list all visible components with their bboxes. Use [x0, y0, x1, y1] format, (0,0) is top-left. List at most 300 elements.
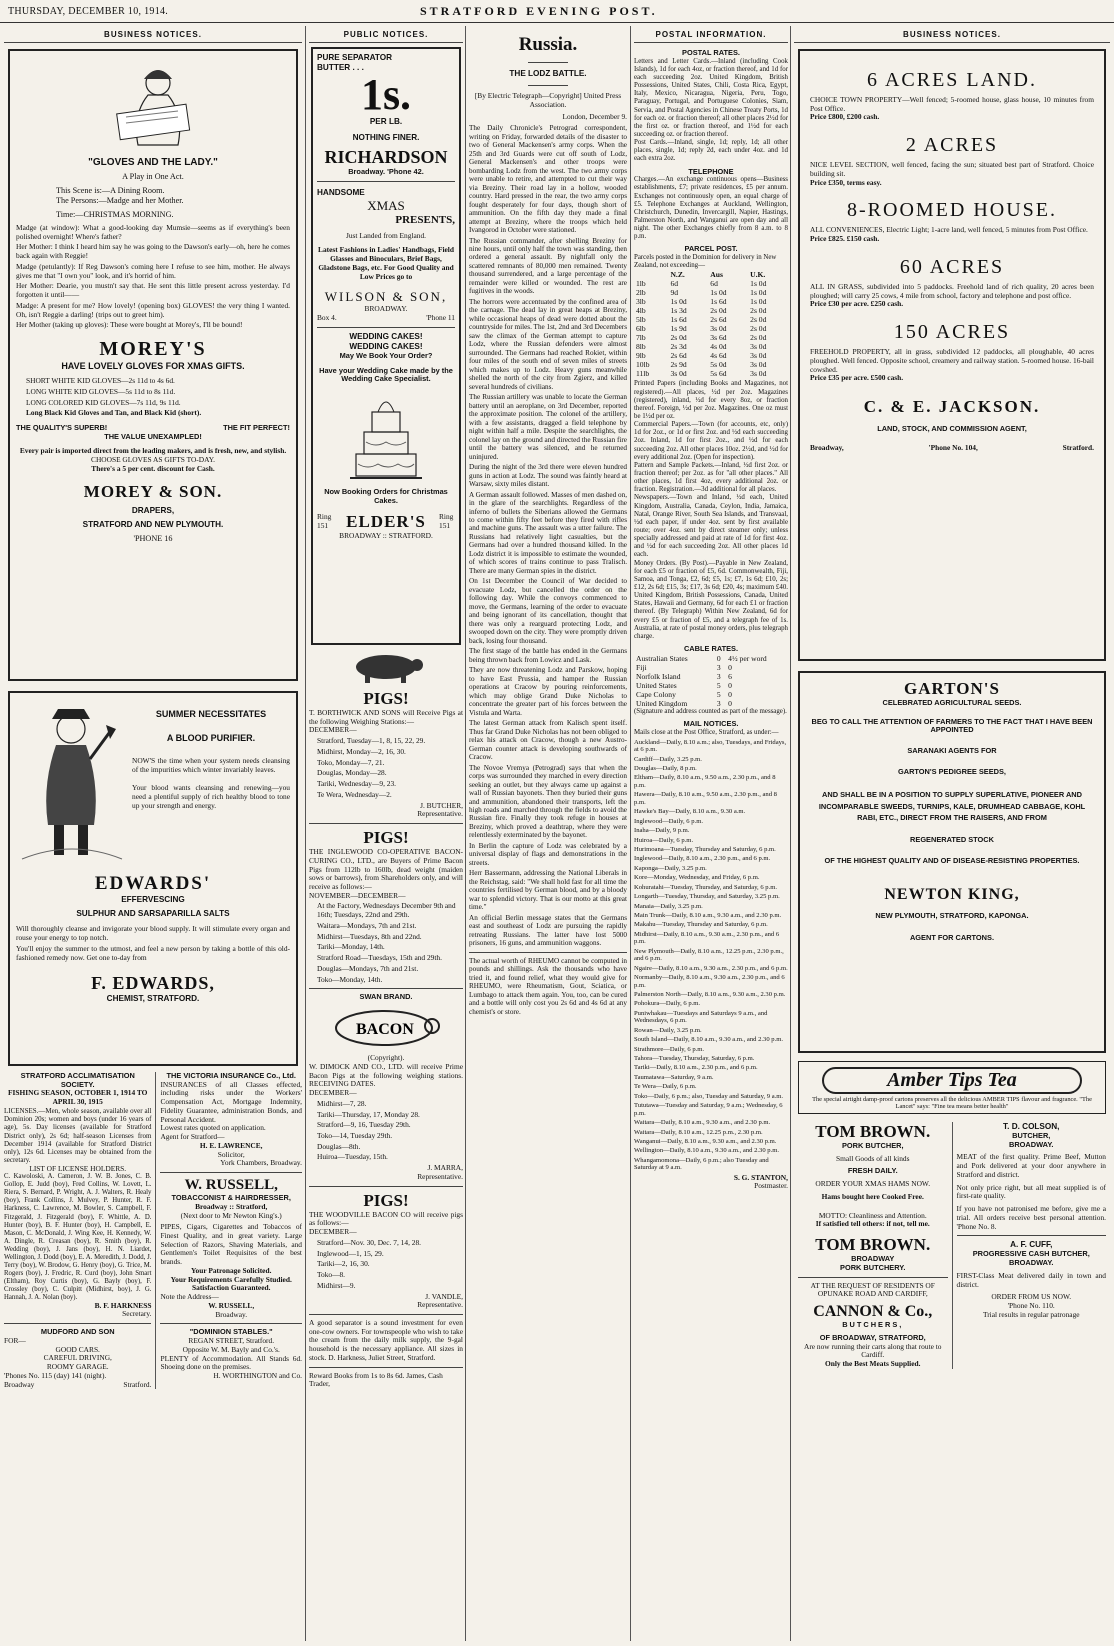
- fit-text: THE FIT PERFECT!: [223, 423, 290, 433]
- mail-entry: Inglewood—Daily, 6 p.m.: [634, 817, 703, 825]
- mail-entry: Wellington—Daily, 8.10 a.m., 9.30 a.m., and 2.30 p.m.: [634, 1147, 780, 1155]
- parcel-cell: 8lb: [636, 342, 646, 352]
- cakes-booking: Now Booking Orders for Christmas Cakes.: [324, 487, 448, 505]
- mail-entry: Main Trunk—Daily, 8.10 a.m., 9.30 a.m., and 2.30 p.m.: [634, 912, 782, 919]
- pigs1-rows: [309, 737, 463, 799]
- cable-cell: Norfolk Island: [636, 671, 681, 681]
- elder-ring-right: Ring 151: [439, 511, 454, 530]
- land-title: 2 ACRES: [905, 134, 999, 157]
- mail-entry: Taumatawa—Saturday, 9 a.m.: [634, 1073, 714, 1081]
- section-header: BUSINESS NOTICES.: [4, 26, 302, 43]
- column-russia: [469, 26, 627, 1641]
- cable-cell: Australian States: [636, 653, 688, 663]
- article-para: During the night of the 3rd there were eleven hundred guns in action at Lodz. The sound was faintly heard at Warsaw, sixty miles distant.: [469, 463, 627, 489]
- parcel-cell: 2s 9d: [670, 360, 687, 370]
- parcel-cell: 6lb: [636, 324, 646, 334]
- glove-item: Long Black Kid Gloves and Tan, and Black Kid (short).: [26, 408, 202, 418]
- pig-illustration: [341, 649, 431, 685]
- garton-l4: AND SHALL BE IN A POSITION TO SUPPLY SUPERLATIVE, PIONEER AND INCOMPARABLE SWEEDS, TURNIPS, KALE, DRUMHEAD CABBAGE, KOHL RABI, ETC., DIRECT FROM THE RAISERS, AND FROM: [818, 789, 1086, 823]
- pigs3-rows: [309, 1239, 463, 1291]
- dialogue-line: Her Mother: Dearie, you mustn't say that. He sent this little present across yesterday. I'd forgotten it until——: [16, 281, 290, 300]
- postal-patterns: Pattern and Sample Packets.—Inland, ½d first 2oz. or fraction thereof; per 2oz. as for "all other places." All other places, 1d first 4oz, every additional 2oz. or fraction. Registration.—3d additional for all places.: [634, 461, 788, 494]
- land-price: Price £350, terms easy.: [810, 177, 882, 187]
- mail-entry: Te Wera—Daily, 6 p.m.: [634, 1083, 697, 1091]
- parcel-row: [634, 288, 788, 297]
- masthead-title: STRATFORD EVENING POST.: [420, 4, 658, 18]
- parcel-cell: 6d: [710, 279, 718, 289]
- swan-body: W. DIMOCK AND CO., LTD. will receive Prime Bacon Pigs at the following weighing stations. RECEIVING DATES.: [309, 1061, 463, 1089]
- stables-name: H. WORTHINGTON and Co.: [213, 1371, 302, 1381]
- newton-king-towns: NEW PLYMOUTH, STRATFORD, KAPONGA.: [875, 910, 1029, 920]
- russell-bway: Broadway.: [215, 1309, 248, 1319]
- parcel-row: [634, 306, 788, 315]
- tom-brown-column: [794, 1122, 953, 1369]
- newton-king-agent: AGENT FOR CARTONS.: [909, 933, 995, 943]
- parcel-cell: 3s 6d: [710, 333, 727, 343]
- acclim-season: FISHING SEASON, OCTOBER 1, 1914 TO APRIL 30, 1915: [8, 1088, 148, 1107]
- mudford-foot: [4, 1381, 151, 1390]
- cable-cell: 5: [716, 680, 721, 690]
- land-listing: [810, 321, 1094, 383]
- pigs1-row: Stratford, Tuesday—1, 8, 15, 22, 29.: [317, 736, 426, 746]
- tom-brown-name: TOM BROWN.: [815, 1122, 931, 1141]
- parcel-cell: 4lb: [636, 306, 646, 316]
- xmas-body: Latest Fashions in Ladies' Handbags, Field Glasses and Binoculars, Brief Bags, Gladstone Bags, etc. For Good Quality and Low Prices go to: [318, 245, 454, 281]
- jackson-sub: LAND, STOCK, AND COMMISSION AGENT,: [877, 424, 1027, 434]
- article-para: The latest German attack from Kalisch spent itself. Thus far Grand Duke Nicholas has not been obliged to relax his attack on Cracow, though a new Austro-German counter attack is developing southwards of Cracow.: [469, 719, 627, 762]
- postal-printed: Printed Papers (including Books and Magazines, not registered).—All places, ½d per 2oz. Magazines (registered), inland, ½d for every 8oz, or fraction thereof. Foreign, ½d per 2oz. Magazines. One oz must be 1½d per oz.: [634, 380, 788, 420]
- play-time: Time:—CHRISTMAS MORNING.: [56, 210, 174, 219]
- postal-commercial: Commercial Papers.—Town (for accounts, etc, only) 1d for 2oz., or 1d or first 2oz. and ½d each succeeding 2oz. Inland, 1d for first 2oz., and ½d for each succeeding 2oz. All other places 10oz. 2½d, and ½d for every additional 2oz. (Open for inspection).: [634, 421, 788, 461]
- edwards-p4: You'll enjoy the summer to the utmost, and feel a new person by taking a bottle of this old-fashioned remedy now. Get one to-day from: [16, 944, 290, 963]
- edwards-p3: Will thoroughly cleanse and invigorate your blood supply. It will stimulate every organ and rouse your energy to top notch.: [16, 924, 290, 942]
- morey-place: STRATFORD AND NEW PLYMOUTH.: [82, 519, 224, 529]
- butter-l1: PURE SEPARATOR: [317, 53, 393, 62]
- jackson-phone: 'Phone No. 104,: [928, 442, 978, 452]
- wilson-bway: BROADWAY.: [364, 304, 408, 314]
- swan-row: Midhirst—7, 28.: [317, 1098, 367, 1108]
- pigs3-title: PIGS!: [363, 1190, 409, 1210]
- glove-item: SHORT WHITE KID GLOVES—2s 11d to 4s 6d.: [26, 376, 175, 386]
- jackson-town: Stratford.: [1062, 442, 1094, 452]
- mail-entry: Inglewood—Daily, 8.10 a.m., 2.30 p.m., and 6 p.m.: [634, 855, 771, 863]
- column-rule: [305, 26, 306, 1641]
- cuff-trial: Trial results in regular patronage: [982, 1309, 1080, 1319]
- parcel-cell: 1s 0d: [710, 288, 727, 298]
- column-postal: [634, 26, 788, 1641]
- parcel-cell: 2s 0d: [750, 306, 767, 316]
- parcel-cell: 10lb: [636, 360, 650, 370]
- parcel-cell: 5s 6d: [710, 369, 727, 379]
- cable-row: [634, 654, 788, 663]
- article-para: The first stage of the battle has ended in the Germans being thrown back from Lowicz and Lask.: [469, 647, 627, 664]
- mail-entry: Longarth—Tuesday, Thursday, and Saturday, 3.25 p.m.: [634, 893, 780, 901]
- land-title: 60 ACRES: [899, 255, 1005, 278]
- purifier-text: A BLOOD PURIFIER.: [166, 733, 256, 743]
- cannon-best: Only the Best Meats Supplied.: [825, 1359, 921, 1369]
- mail-entry: Makahu—Tuesday, Thursday and Saturday, 6 p.m.: [634, 921, 768, 929]
- town-crier-illustration: [16, 699, 126, 869]
- bacon-pig-illustration: [326, 1006, 446, 1050]
- insurance-addr: Solicitor,: [217, 1149, 245, 1159]
- masthead-date: THURSDAY, DECEMBER 10, 1914.: [8, 6, 169, 17]
- column-rule: [630, 26, 631, 1641]
- butter-price: 1s.: [360, 70, 412, 119]
- edwards-eff: EFFERVESCING: [121, 895, 185, 904]
- dialogue-line: Madge (at window): What a good-looking day Mumsie—seems as if everything's been polished overnight! Where's father?: [16, 223, 290, 241]
- mudford-for: FOR—: [4, 1335, 26, 1345]
- glove-price-list: [26, 377, 290, 418]
- swan-brand: SWAN BRAND.: [359, 992, 413, 1002]
- parcel-table: [634, 270, 788, 378]
- colson-not: Not only price right, but all meat supplied is of first-rate quality.: [956, 1182, 1106, 1201]
- land-price: Price £800, £200 cash.: [810, 112, 880, 122]
- pigs2-row: Stratford Road—Tuesdays, 15th and 29th.: [317, 953, 442, 963]
- morey-brand: MOREY'S: [99, 338, 207, 361]
- mail-entry: Waitara—Daily, 8.10 a.m., 9.30 a.m., and 2.30 p.m.: [634, 1119, 771, 1127]
- butchers-row: [794, 1122, 1110, 1369]
- swan-rows: [309, 1100, 463, 1162]
- land-price: Price £35 per acre. £500 cash.: [810, 373, 904, 383]
- insurance-name: H. E. LAWRENCE,: [199, 1140, 263, 1150]
- parcel-cell: 1s 0d: [750, 288, 767, 298]
- colson-column: [953, 1122, 1111, 1369]
- mail-entry: Waitara—Daily, 8.10 a.m., 12.25 p.m., 2.30 p.m.: [634, 1128, 763, 1136]
- mudford-phones: 'Phones No. 115 (day) 141 (night).: [4, 1370, 107, 1380]
- article-body: [469, 124, 627, 948]
- pigs3-row: Tariki—2, 16, 30.: [317, 1259, 370, 1269]
- mudford-l2: CAREFUL DRIVING,: [43, 1353, 112, 1363]
- garton-l6: OF THE HIGHEST QUALITY AND OF DISEASE-RESISTING PROPERTIES.: [824, 855, 1080, 865]
- tom-brown-bway: BROADWAY: [851, 1254, 895, 1264]
- butter-per: PER LB.: [369, 117, 403, 126]
- richardson-firm: RICHARDSON: [324, 147, 448, 167]
- dialogue-line: Her Mother (taking up gloves): These were bought at Morey's, I'll be bound!: [16, 320, 243, 330]
- mail-entry: Ngaire—Daily, 8.10 a.m., 9.30 a.m., 2.30 p.m., and 6 p.m.: [634, 964, 788, 972]
- jackson-bway: Broadway,: [810, 442, 844, 452]
- pigs3-row: Toko—8.: [317, 1270, 346, 1280]
- xmas-landed: Just Landed from England.: [345, 230, 427, 240]
- xmas-l3: PRESENTS,: [395, 213, 455, 226]
- insurance-addr2: York Chambers, Broadway.: [220, 1158, 302, 1168]
- article-title: Russia.: [518, 34, 578, 55]
- parcel-cell: 2s 0d: [750, 324, 767, 334]
- mail-entry: Strathmore—Daily, 6 p.m.: [634, 1045, 705, 1053]
- amber-tips-logo: Amber Tips Tea: [822, 1067, 1082, 1094]
- cable-cell: 0: [728, 698, 732, 708]
- russell-body: PIPES, Cigars, Cigarettes and Tobaccos of Finest Quality, and in great variety. Large Selection of Razors, Shaving Materials, and Gentlemen's Toilet Requisites of the best brands.: [160, 1222, 302, 1267]
- acclim-column: [4, 1072, 156, 1389]
- parcel-cell: 3s 0d: [750, 351, 767, 361]
- pigs3-body: THE WOODVILLE BACON CO will receive pigs as follows:—: [309, 1209, 463, 1228]
- section-header: BUSINESS NOTICES.: [794, 26, 1110, 43]
- cable-cell: Fiji: [636, 662, 647, 672]
- pigs3-dec: DECEMBER—: [309, 1227, 357, 1237]
- mail-intro: Mails close at the Post Office, Stratford, as under:—: [634, 728, 779, 736]
- edwards-p2: Your blood wants cleansing and renewing—you need a plentiful supply of rich healthy blood to tone up your strength and energy.: [132, 783, 290, 810]
- land-listing: [810, 69, 1094, 122]
- pigs1-title: PIGS!: [363, 689, 409, 708]
- cable-title: CABLE RATES.: [683, 643, 739, 653]
- cannon-butchers: BUTCHERS,: [842, 1320, 904, 1330]
- pigs2-rows: [309, 902, 463, 984]
- cable-cell: 3: [716, 662, 721, 672]
- parcel-header-row: [634, 270, 788, 279]
- edwards-firm: F. EDWARDS,: [91, 972, 215, 993]
- pigs2-row: Waitara—Mondays, 7th and 21st.: [317, 920, 417, 930]
- cuff-bway: BROADWAY.: [1009, 1258, 1054, 1268]
- article-para: A German assault followed. Masses of men dashed on, in the glare of the searchlights. Regardless of the inferno of bullets the Siberians allowed the Germans to come within fifty feet before they fired with rifles and machine guns. The assault was a utter failure. The Russians had relatively light casualties, but the Germans had over a hundred thousand killed. In the Lodz district it is impossible to estimate the wounded, of which scores of trains continue to pass Tralisch. There are many German spies in the district.: [469, 490, 627, 575]
- mail-entry: Inaha—Daily, 9 p.m.: [634, 827, 690, 835]
- land-listing: [810, 134, 1094, 187]
- postal-postcards: Post Cards.—Inland, single, 1d; reply, 1d; all other places, single, 1d; reply 2d, each under 4oz. and 1d each extra 2oz.: [634, 139, 788, 163]
- article-para: An official Berlin message states that the Germans east and southeast of Lodz are pursuing the rapidly retreating Russians. The latter have lost 5000 prisoners, 16 guns, and ammunition waggons.: [469, 913, 627, 948]
- play-scene: This Scene is:—A Dining Room.: [56, 186, 165, 195]
- article-para: In Berlin the capture of Lodz was celebrated by a universal display of flags and demonstrations in the streets.: [469, 841, 627, 867]
- article-para: On 1st December the Council of War decided to evacuate Lodz, but cancelled the order on the following day. While the convoys commenced to move, the Germans, learning of the order to evacuate and being ignorant of its cancellation, thought that there was only a rearguard protecting Lodz, and swooped down on the city. They were promptly driven back, losing four thousand.: [469, 577, 627, 645]
- elder-bway: BROADWAY :: STRATFORD.: [339, 530, 433, 540]
- column-rule: [790, 26, 791, 1641]
- cable-cell: United States: [636, 680, 677, 690]
- cuff-phone: 'Phone No. 110.: [1007, 1301, 1055, 1311]
- pigs2-row: Douglas—Mondays, 7th and 21st.: [317, 963, 419, 973]
- acclim-sec: Secretary.: [122, 1309, 152, 1319]
- parcel-cell: 5lb: [636, 315, 646, 325]
- cable-cell: United Kingdom: [636, 698, 688, 708]
- parcel-cell: 2lb: [636, 288, 646, 298]
- russell-title: W. RUSSELL,: [184, 1177, 278, 1194]
- cakes-t1: WEDDING CAKES!: [349, 331, 423, 341]
- edwards-salts: SULPHUR AND SARSAPARILLA SALTS: [76, 909, 230, 918]
- mail-entry: Pohokura—Daily, 6 p.m.: [634, 1000, 701, 1008]
- richardson-addr: Broadway. 'Phone 42.: [348, 167, 424, 176]
- pigs3-row: Inglewood—1, 15, 29.: [317, 1248, 384, 1258]
- parcel-cell: 2s 0d: [710, 306, 727, 316]
- swan-dec: DECEMBER—: [309, 1088, 357, 1098]
- colson-butcher: BUTCHER,: [1012, 1131, 1051, 1140]
- garton-l1: BEG TO CALL THE ATTENTION OF FARMERS TO THE FACT THAT I HAVE BEEN APPOINTED: [811, 716, 1093, 735]
- parcel-cell: 3s 0d: [750, 342, 767, 352]
- parcel-cell: 1s 6d: [670, 315, 687, 325]
- land-listing: [810, 256, 1094, 309]
- cable-cell: 0: [716, 653, 721, 663]
- lower-left-ads: [4, 1072, 302, 1389]
- tom-brown-fresh: FRESH DAILY.: [847, 1166, 898, 1176]
- cakes-t2: WEDDING CAKES!: [349, 341, 423, 351]
- acclim-body: LICENSES.—Men, whole season, available over all Dominion 20s; women and boys (under 16 years of age), 5s. Day licenses (available for Stratford District only), 2s 6d; half-season Licenses from December 1914 (available for Stratford District only), 12s 6d. Licenses may be obtained from the secretary.: [4, 1106, 152, 1165]
- land-body: NICE LEVEL SECTION, well fenced, facing the sun; situated best part of Stratford. Choice building sit.: [810, 160, 1094, 178]
- parcel-cell: 6d: [670, 279, 679, 289]
- parcel-cell: 1s 3d: [670, 306, 687, 316]
- mail-entry: Midhirst—Daily, 8.10 a.m., 9.30 a.m., 2.30 p.m., and 6 p.m.: [634, 930, 780, 946]
- stables-title: "DOMINION STABLES.": [189, 1327, 273, 1337]
- pigs1-row: Midhirst, Monday—2, 16, 30.: [317, 746, 406, 756]
- garton-title: GARTON'S: [904, 679, 1000, 698]
- cable-cell: Cape Colony: [636, 689, 676, 699]
- postmaster-title: Postmaster.: [754, 1181, 788, 1191]
- postal-rates-title: POSTAL RATES.: [682, 48, 740, 57]
- parcel-row: [634, 333, 788, 342]
- swan-row: Douglas—8th.: [317, 1141, 361, 1151]
- pigs1-row: Tariki, Wednesday—9, 23.: [317, 779, 397, 789]
- cable-row: [634, 672, 788, 681]
- column-public-notices: [309, 26, 463, 1641]
- parcel-cell: 2s 0d: [750, 333, 767, 343]
- telephone-title: TELEPHONE: [688, 166, 734, 176]
- discount-text: There's a 5 per cent. discount for Cash.: [91, 463, 215, 473]
- land-listings: [810, 69, 1094, 383]
- mudford-foot-right: Stratford.: [123, 1379, 152, 1389]
- column-rule: [465, 26, 466, 1641]
- russell-sub: TOBACCONIST & HAIRDRESSER,: [171, 1193, 291, 1203]
- mudford-l1: GOOD CARS.: [55, 1344, 100, 1354]
- play-persons: The Persons:—Madge and her Mother.: [56, 196, 184, 205]
- parcel-cell: 1s 6d: [710, 297, 727, 307]
- edwards-top: [16, 699, 290, 869]
- telephone-body: Charges.—An exchange continuous opens—Business establishments, £7; private residences, £5 per annum. Exchanges not continuously open, an equal charge of £5. Telephone Exchanges at Auckland, Wellington, Christchurch, Dunedin, Invercargill, Napier, Hastings, Palmerston North, and Wanganui are open day and all night. The other Exchanges chiefly from 8 a.m. to 8 p.m.: [634, 176, 788, 241]
- cannon-req: AT THE REQUEST OF RESIDENTS OF OPUNAKE ROAD AND CARDIFF,: [810, 1280, 935, 1299]
- morey-phone: 'PHONE 16: [133, 533, 173, 543]
- parcel-row: [634, 360, 788, 369]
- parcel-cell: 3s 0d: [750, 369, 767, 379]
- postmaster-name: S. G. STANTON,: [733, 1172, 788, 1182]
- cable-cell: 0: [728, 680, 732, 690]
- section-header: PUBLIC NOTICES.: [309, 26, 463, 43]
- russell-note: Note the Address—: [160, 1292, 219, 1302]
- land-body: CHOICE TOWN PROPERTY—Well fenced; 5-roomed house, glass house, 10 minutes from Post Office.: [810, 95, 1094, 113]
- lady-reading-illustration: [78, 61, 228, 153]
- mail-entry: Tututawa—Tuesday and Saturday, 9 a.m.; Wednesday, 6 p.m.: [634, 1102, 783, 1117]
- mail-entry: South Island—Daily, 8.10 a.m., 9.30 a.m., and 2.30 p.m.: [634, 1036, 784, 1044]
- parcel-cell: 11lb: [636, 369, 650, 379]
- wilson-phone: 'Phone 11: [426, 313, 455, 323]
- land-body: ALL IN GRASS, subdivided into 5 paddocks. Freehold land of rich quality, 20 acres been ploughed; will carry 25 cows, 4 mile from school, factory and telephone and post office.: [810, 281, 1094, 300]
- land-body: FREEHOLD PROPERTY, all in grass, subdivided 12 paddocks, all ploughable, 40 acres ploughed. Well fenced. Opposite school, creamery and railway station. 5-roomed house. 16-bail cowshed.: [810, 347, 1094, 374]
- parcel-cell: 1lb: [636, 279, 646, 289]
- article-para: They are now threatening Lodz and Parskow, hoping to have East Prussia, and hamper the Russian operations at Cracow by pouring reinforcements, which may oblige Grand Duke Nicholas to concentrate the greater part of his forces between the Vistula and Warta.: [469, 666, 627, 717]
- parcel-cell: 3s 0d: [750, 360, 767, 370]
- cable-table: [634, 654, 788, 708]
- garton-l5: REGENERATED STOCK: [910, 835, 994, 845]
- mail-entry: New Plymouth—Daily, 8.10 a.m., 12.25 p.m., 2.30 p.m., and 6 p.m.: [634, 947, 784, 963]
- cuff-name: A. F. CUFF,: [1010, 1240, 1053, 1250]
- parcel-cell: 9d: [670, 288, 679, 298]
- quality-text: THE QUALITY'S SUPERB!: [16, 423, 108, 433]
- parcel-cell: 2s 6d: [710, 315, 727, 325]
- tom-brown-pb: PORK BUTCHERY.: [840, 1262, 906, 1272]
- stables-body: PLENTY of Accommodation. All Stands 6d. Shoeing done on the premises.: [160, 1353, 302, 1372]
- russell-sat: Satisfaction Guaranteed.: [192, 1283, 271, 1293]
- swan-copy: (Copyright).: [367, 1053, 405, 1063]
- pigs2-title: PIGS!: [363, 828, 409, 848]
- swan-row: Huiroa—Tuesday, 15th.: [317, 1152, 388, 1162]
- cakes-have: Have your Wedding Cake made by the Wedding Cake Specialist.: [319, 365, 453, 384]
- parcel-cell: 2s 0d: [750, 315, 767, 325]
- insurance-body: INSURANCES of all Classes effected, including risks under the Workers' Compensation Act, Mortgage Indemnity, Fidelity Guarantee, administration Bonds, and Personal Accident.: [160, 1079, 302, 1124]
- play-dialogue: [16, 224, 290, 330]
- land-title: 6 ACRES LAND.: [867, 69, 1037, 91]
- pigs1-name: J. BUTCHER,: [420, 800, 463, 810]
- russell-req: Your Requirements Carefully Studied.: [170, 1274, 292, 1284]
- play-title: "GLOVES AND THE LADY.": [88, 157, 218, 168]
- pigs2-row: At the Factory, Wednesdays December 9th and 16th; Tuesdays, 22nd and 29th.: [317, 901, 456, 920]
- edwards-p1: NOW'S the time when your system needs cleansing of the impurities which winter invariably leaves.: [132, 756, 290, 774]
- parcel-row: [634, 297, 788, 306]
- parcel-row: [634, 279, 788, 288]
- dialogue-line: Her Mother: I think I heard him say he was going to the Dawson's early—oh, here he comes back again with Reggie!: [16, 242, 290, 261]
- swan-rep: Representative.: [417, 1171, 463, 1181]
- colson-bway: BROADWAY.: [1009, 1139, 1054, 1149]
- russell-name: W. RUSSELL,: [208, 1300, 255, 1310]
- acclim-list: C. Kawoloski, A. Cameron, J. W. B. Jones, C. B. Gollop, E. Judd (boy), Fred Collins, W. Lovett, L. Riera, S. Bernard, P. Wright, A. J. Walters, R. Healy (boy), Frank Collins, J. Mulvey, P. Hunter, R. F. Harkness, C. Lawrence, M. Bowler, S. Campbell, F. Fitzgerald, J. Fitzgerald (boy), F. Whittle, A. D. Hunter (boy), B. F. Hunter (boy), H. Campbell, E. Mason, C. McDonald, J. Wing Kee, H. Kennedy, W. A. Dingle, R. Creasan (boy), R. Smith (boy), R. Wedding (boy), J. Jans (boy), H. N. Liardet, Wellington, J. Dodd (boy), E. A. Meredith, J. Dodd, J. Terry (boy), W. Brodow, G. Henry (boy), G. Trice, M. Rogers (boy), J. Fredric, R. Curd (boy), John Smart (Eltham), Roy Curtis (boy), G. Bayly (boy), F. Crossley (boy), C. Culpitt (Midhirst, boy), J. G. Hannah, J. A. Nolan (boy).: [4, 1173, 152, 1301]
- mail-title: MAIL NOTICES.: [683, 718, 739, 728]
- article-para: Herr Bassermann, addressing the National Liberals in the Reichstag, said: "We shall hold fast for all time the countries fertilised by German blood, and by a bloody war to splendid victory. That is our motto at this great time.": [469, 869, 627, 912]
- parcel-cell: 3s 0d: [710, 324, 727, 334]
- elder-row: [317, 512, 455, 532]
- postal-money: Money Orders. (By Post).—Payable in New Zealand, for each £5 or fraction of £5, 6d. Commonwealth, Fiji, Samoa, and Tonga, £2, 6d; £5, 1s; £7, 1s 6d; £10, 2s; £12, 2s 6d; £15, 3s; £17, 3s 6d; £20, 4s; maximum £40. United Kingdom, British Possessions, Canada, United States, Hawaii and Germany, 6d for each £1 or fraction thereof. (By Telegraph) Within New Zealand, 6d for every £5 or fraction of £5, and a telegraph fee of 1s. Australia, at rate of postal money orders, plus telegraph charge.: [634, 559, 788, 640]
- xmas-l2: XMAS: [367, 197, 405, 213]
- garton-sub: CELEBRATED AGRICULTURAL SEEDS.: [882, 698, 1022, 707]
- article-credit: [By Electric Telegraph—Copyright] United Press Association.: [474, 91, 622, 109]
- mail-entry: Wanganui—Daily, 8.10 a.m., 9.30 a.m., and 2.30 p.m.: [634, 1137, 777, 1145]
- land-body: ALL CONVENIENCES, Electric Light; 1-acre land, well fenced, 5 minutes from Post Office.: [810, 225, 1088, 235]
- swan-name: J. MARRA,: [427, 1163, 463, 1173]
- parcel-cell: 4s 0d: [710, 342, 727, 352]
- edwards-top-text: [126, 699, 290, 869]
- pigs3-row: Stratford—Nov. 30, Dec. 7, 14, 28.: [317, 1237, 421, 1247]
- pigs2-body: THE INGLEWOOD CO-OPERATIVE BACON-CURING CO., LTD., are Buyers of Prime Bacon Pigs from 112lb to 160lb, dead weight (maiden sows or barrows), from Shareholders only, and will receive as follows:—: [309, 847, 463, 892]
- glove-item: LONG WHITE KID GLOVES—5s 11d to 8s 11d.: [26, 386, 176, 396]
- insurance-column: [156, 1072, 302, 1389]
- cuff-body: FIRST-Class Meat delivered daily in town and district.: [956, 1270, 1106, 1289]
- cable-cell: 3: [716, 671, 721, 681]
- mail-entry: Puniwhakau—Tuesdays and Saturdays 9 a.m., and Wednesdays, 6 p.m.: [634, 1009, 768, 1025]
- acclim-list-title: LIST OF LICENSE HOLDERS.: [29, 1163, 127, 1173]
- parcel-col: N.Z.: [670, 270, 685, 280]
- cable-note: (Signature and address counted as part of the message).: [634, 707, 787, 715]
- parcel-col: U.K.: [750, 270, 766, 280]
- tom-brown-sat: If satisfied tell others: if not, tell me.: [815, 1219, 930, 1229]
- parcel-row: [634, 351, 788, 360]
- amber-tips-line: The special airtight damp-proof cartons preserves all the delicious AMBER TIPS flavour and fragrance. "The Lancet" says: "Fine tea means better health": [812, 1096, 1092, 1110]
- glove-item: LONG COLORED KID GLOVES—7s 11d, 9s 11d.: [26, 397, 181, 407]
- cable-cell: 3: [716, 698, 721, 708]
- cuff-sub: PROGRESSIVE CASH BUTCHER,: [972, 1249, 1090, 1259]
- pigs2-row: Tariki—Monday, 14th.: [317, 942, 385, 952]
- parcel-cell: 5s 0d: [710, 360, 727, 370]
- pigs3-row: Midhirst—9.: [317, 1280, 356, 1290]
- parcel-intro: Parcels posted in the Dominion for delivery in New Zealand, not exceeding—: [634, 254, 777, 270]
- mail-entry: Toko—Daily, 6 p.m.; also, Tuesday and Saturday, 9 a.m.: [634, 1092, 784, 1100]
- newton-king-name: NEWTON KING,: [884, 885, 1020, 903]
- mail-entry: Eltham—Daily, 8.10 a.m., 9.50 a.m., 2.30 p.m., and 8 p.m.: [634, 774, 776, 789]
- mail-entry: Whangamomona—Daily, 6 p.m.; also Tuesday and Saturday at 9 a.m.: [634, 1156, 769, 1172]
- section-header: POSTAL INFORMATION.: [634, 26, 788, 43]
- parcel-row: [634, 369, 788, 378]
- mail-entry: Douglas—Daily, 8 p.m.: [634, 765, 697, 772]
- swan-row: Stratford—9, 16, Tuesday 29th.: [317, 1120, 411, 1130]
- tom-brown-hams: Hams bought here Cooked Free.: [821, 1191, 924, 1201]
- column-left: [4, 26, 302, 1641]
- parcel-cell: 2s 0d: [670, 333, 687, 343]
- mail-list: [634, 739, 788, 1172]
- morey-tagline: HAVE LOVELY GLOVES FOR XMAS GIFTS.: [61, 361, 245, 372]
- mail-entry: Tariki—Daily, 8.10 a.m., 2.30 p.m., and 6 p.m.: [634, 1064, 758, 1072]
- swan-row: Toko—14, Tuesday 29th.: [317, 1130, 393, 1140]
- article-para: The Russian artillery was unable to locate the German battery until an aeroplane, on 3rd December, reported the approximate position. The colonel of the artillery, with a few assistants, dragged a field telephone by night within half a mile. Despite the searchlights, the colonel lay on the ground and directed the Russian fire until the battery was silenced, and he returned uninjured.: [469, 393, 627, 461]
- mail-entry: Hawke's Bay—Daily, 8.10 a.m., 9.30 a.m.: [634, 808, 746, 816]
- svg-text:BACON: BACON: [356, 1021, 414, 1039]
